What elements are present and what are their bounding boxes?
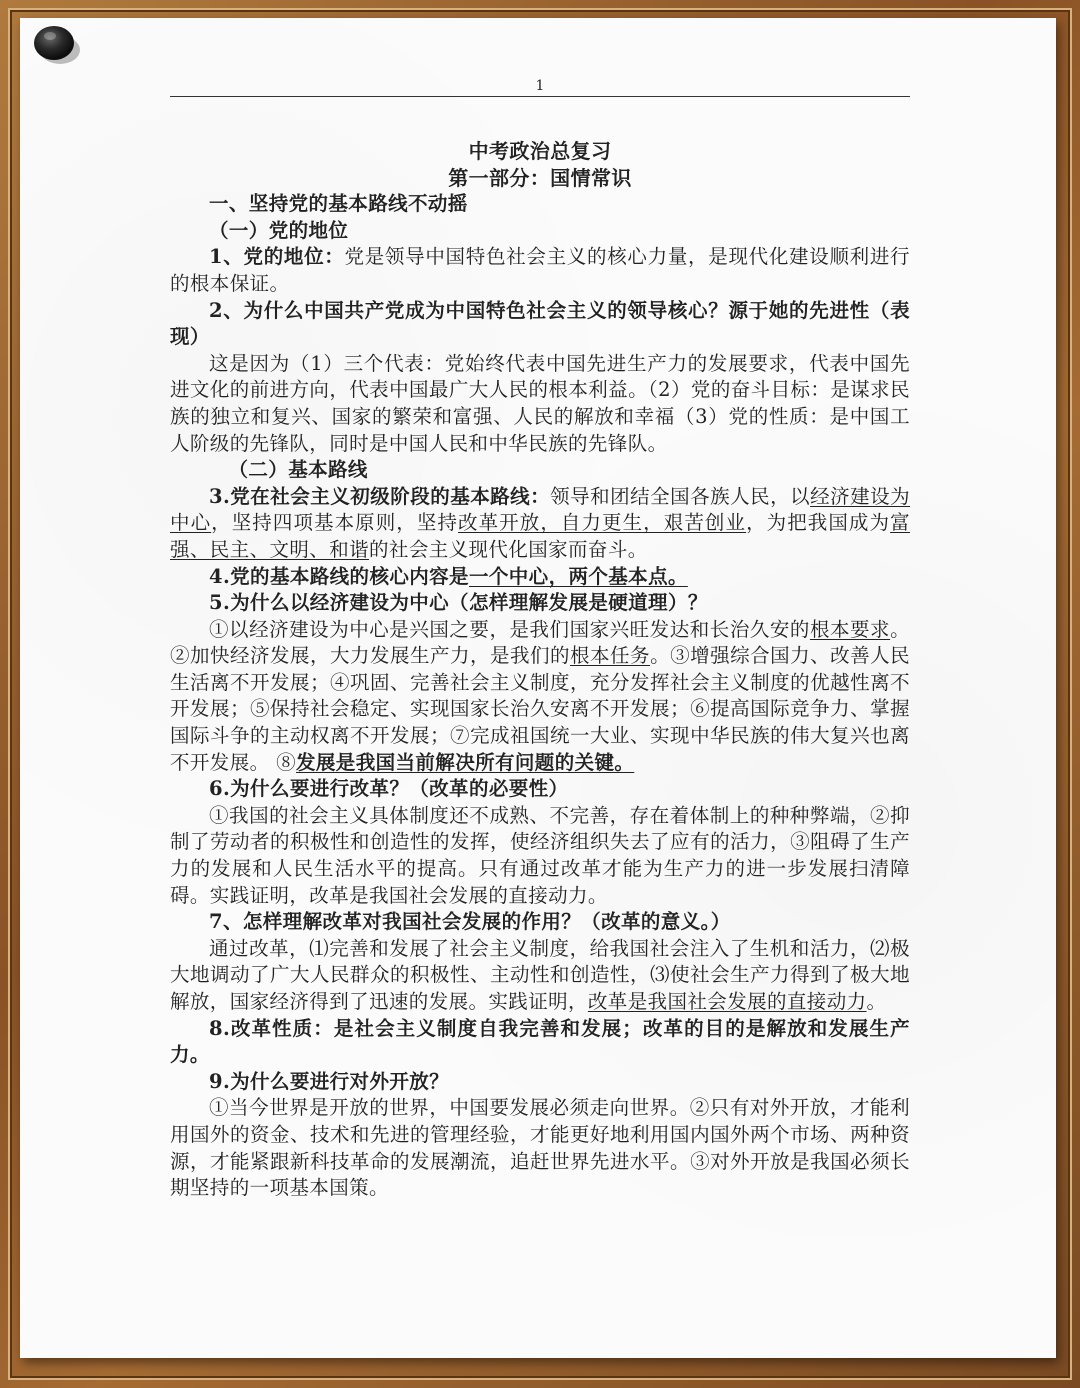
item-8: 8.改革性质：是社会主义制度自我完善和发展；改革的目的是解放和发展生产力。 — [170, 1016, 910, 1067]
item-7-underline: 改革是我国社会发展的直接动力 — [587, 990, 867, 1013]
item-5-underline-1: 根本要求 — [809, 617, 891, 641]
item-3-text-1: 领导和团结全国各族人民，以 — [550, 484, 811, 508]
item-5-answer — [170, 617, 910, 777]
item-3-text-3: ，为把我国成为 — [746, 511, 891, 535]
item-1-text: 党是领导中国特色社会主义的核心力量，是现代化建设顺利进行的根本保证。 — [170, 245, 910, 295]
item-5-underline-3: 发展是我国当前解决所有问题的关键。 — [296, 750, 635, 774]
item-9-question: 9.为什么要进行对外开放？ — [209, 1069, 450, 1093]
item-3-text-2: ，坚持四项基本原则，坚持 — [211, 511, 459, 535]
item-6-question: 6.为什么要进行改革？（改革的必要性） — [209, 777, 569, 801]
subsection-heading-1: （一）党的地位 — [209, 218, 349, 242]
item-6-answer: ①我国的社会主义具体制度还不成熟、不完善，存在着体制上的种种弊端，②抑制了劳动者的积极性和创造性的发挥，使经济组织失去了应有的活力，③阻碍了生产力的发展和人民生活水平的提高。只有通过改革才能为生产力的进一步发展扫清障碍。实践证明，改革是我国社会发展的直接动力。 — [170, 803, 910, 907]
item-5-text-3: 。③增强综合国力、改善人民生活离不开发展；④巩固、完善社会主义制度，充分发挥社会主义制度的优越性离不开发展；⑤保持社会稳定、实现国家长治久安离不开发展；⑥提高国际竞争力、掌握国际斗争的主动权离不开发展；⑦完成祖国统一大业、实现中华民族的伟大复兴也离不开发展。 ⑧ — [170, 644, 910, 774]
item-3-underline-3: 富强、民主、文明、和谐 — [170, 511, 910, 561]
document-subtitle: 第一部分：国情常识 — [448, 165, 632, 190]
item-7-answer — [170, 936, 910, 1016]
item-3 — [170, 484, 910, 564]
item-5-text-1: ①以经济建设为中心是兴国之要，是我们国家兴旺发达和长治久安的 — [209, 617, 810, 641]
item-3-underline-2: 改革开放，自力更生，艰苦创业 — [458, 511, 747, 535]
item-5-text-2: 。②加快经济发展，大力发展生产力，是我们的 — [170, 617, 910, 668]
document-body — [170, 138, 910, 1202]
item-4-label: 4.党的基本路线的核心内容是 — [209, 564, 469, 588]
pushpin-icon — [30, 16, 84, 70]
item-2-answer: 这是因为（1）三个代表：党始终代表中国先进生产力的发展要求，代表中国先进文化的前进方向，代表中国最广大人民的根本利益。（2）党的奋斗目标：是谋求民族的独立和复兴、国家的繁荣和富强、人民的解放和幸福（3）党的性质：是中国工人阶级的先锋队，同时是中国人民和中华民族的先锋队。 — [170, 351, 910, 455]
subsection-heading-2: （二）基本路线 — [228, 458, 368, 482]
item-2-question: 2、为什么中国共产党成为中国特色社会主义的领导核心？源于她的先进性（表现） — [170, 298, 910, 349]
item-1 — [170, 244, 910, 297]
section-heading-1: 一、坚持党的基本路线不动摇 — [209, 192, 468, 216]
item-5-question: 5.为什么以经济建设为中心（怎样理解发展是硬道理）？ — [209, 591, 708, 615]
item-4 — [170, 564, 910, 591]
item-3-text-4: 的社会主义现代化国家而奋斗。 — [369, 537, 648, 561]
item-1-label: 1、党的地位： — [209, 245, 345, 269]
item-5-underline-2: 根本任务 — [570, 644, 651, 668]
header-rule — [170, 96, 910, 97]
item-9-answer: ①当今世界是开放的世界，中国要发展必须走向世界。②只有对外开放，才能利用国外的资金、技术和先进的管理经验，才能更好地利用国内国外两个市场、两种资源，才能紧跟新科技革命的发展潮流，追赶世界先进水平。③对外开放是我国必须长期坚持的一项基本国策。 — [170, 1096, 910, 1200]
item-4-underline: 一个中心，两个基本点。 — [468, 564, 688, 588]
item-7-text-1: 通过改革，⑴完善和发展了社会主义制度，给我国社会注入了生机和活力，⑵极大地调动了广大人民群众的积极性、主动性和创造性，⑶使社会生产力得到了极大地解放，国家经济得到了迅速的发展。实践证明， — [170, 936, 910, 1013]
item-3-label: 3.党在社会主义初级阶段的基本路线： — [209, 484, 551, 508]
item-7-text-2: 。 — [866, 990, 887, 1013]
item-3-underline-1: 经济建设为中心 — [170, 484, 910, 535]
item-7-question: 7、怎样理解改革对我国社会发展的作用？（改革的意义。） — [209, 910, 731, 934]
document-title: 中考政治总复习 — [468, 139, 612, 163]
page-number: 1 — [535, 78, 545, 94]
